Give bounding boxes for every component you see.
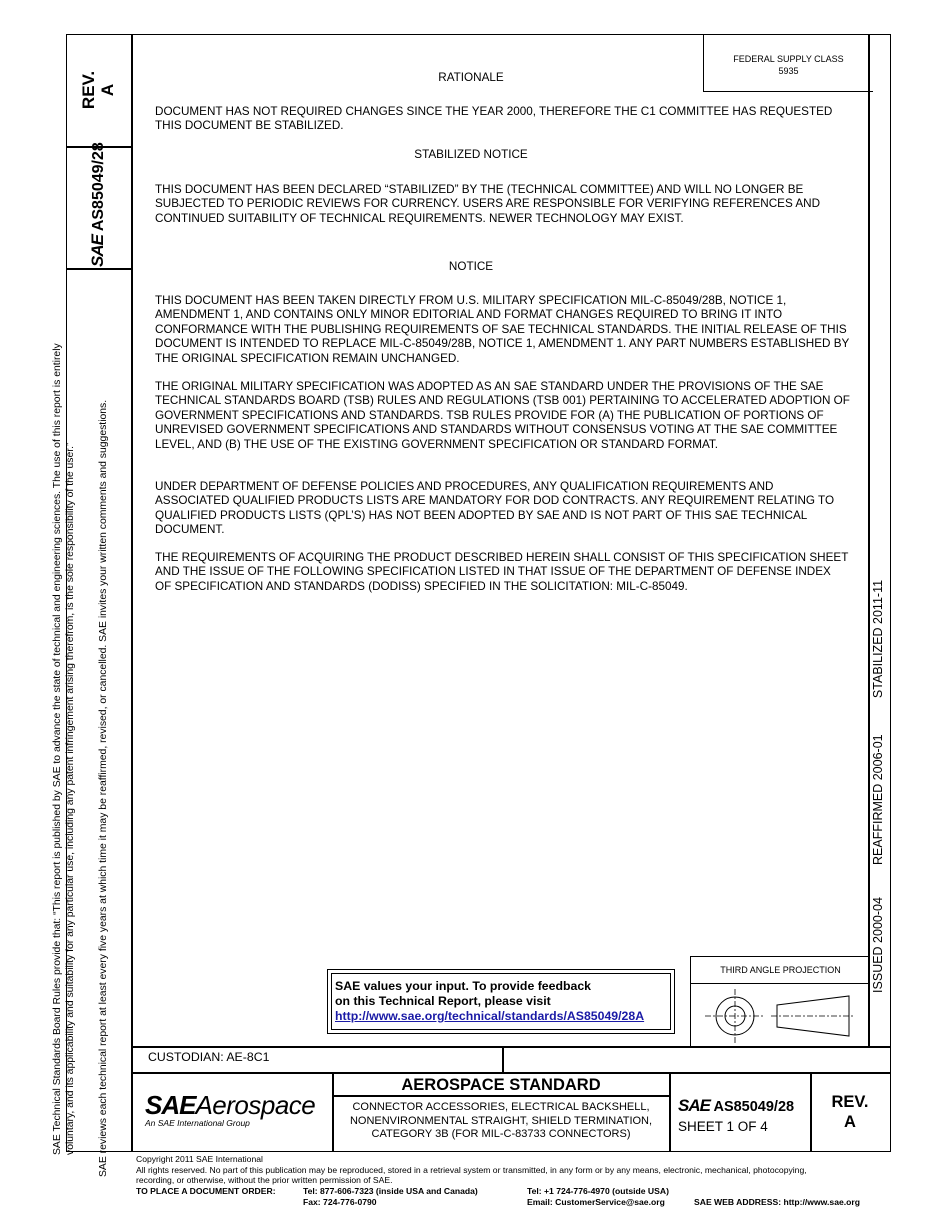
feedback-line-1: SAE values your input. To provide feedback xyxy=(335,979,592,993)
email[interactable]: Email: CustomerService@sae.org xyxy=(527,1197,665,1207)
projection-box xyxy=(690,956,870,1047)
rights-line-1: All rights reserved. No part of this publication may be reproduced, stored in a retrieval system or transmitted, in any form or by any means, electronic, mechanical, photocopying, xyxy=(136,1164,807,1175)
doc-number-vertical: SAE AS85049/28 xyxy=(88,142,107,267)
tel-intl: Tel: +1 724-776-4970 (outside USA) xyxy=(527,1186,669,1196)
notice-title: NOTICE xyxy=(448,260,494,273)
third-angle-projection-icon xyxy=(691,985,869,1047)
stabilized-notice-text: THIS DOCUMENT HAS BEEN DECLARED “STABILIZED” BY THE (TECHNICAL COMMITTEE) AND WILL NO LONGER BE SUBJECTED TO PERIODIC REVIEWS FOR CURRENCY. USERS ARE RESPONSIBLE FOR VERIFYING REFERENCES AND CONTINUED SUITABILITY OF TECHNICAL REQUIREMENTS. NEWER TECHNOLOGY MAY EXIST. xyxy=(155,183,821,225)
tel-usa: Tel: 877-606-7323 (inside USA and Canada) xyxy=(303,1186,478,1196)
side-text-line3: SAE reviews each technical report at least every five years at which time it may be reaffirmed, revised, or cancelled. SAE invites your written comments and suggestions. xyxy=(98,399,109,1177)
order-label: TO PLACE A DOCUMENT ORDER: xyxy=(136,1186,276,1196)
rights-line-2: recording, or otherwise, without the prior written permission of SAE. xyxy=(136,1175,393,1185)
federal-supply-box: FEDERAL SUPPLY CLASS 5935 xyxy=(703,34,873,92)
issued-date: ISSUED 2000-04 xyxy=(871,897,885,993)
title-rev: REV. A xyxy=(831,1093,869,1131)
reaffirmed-date: REAFFIRMED 2006-01 xyxy=(871,734,885,865)
sae-aerospace-logo: SAEAerospace An SAE International Group xyxy=(145,1090,316,1128)
stabilized-date: STABILIZED 2011-11 xyxy=(871,579,885,699)
footer xyxy=(136,1154,896,1186)
rev-value-vertical: A xyxy=(98,83,117,97)
sheet-number: SHEET 1 OF 4 xyxy=(678,1119,768,1134)
standard-description: CONNECTOR ACCESSORIES, ELECTRICAL BACKSHELL, NONENVIRONMENTAL STRAIGHT, SHIELD TERMINATION, CATEGORY 3B (FOR MIL-C-83733 CONNECTORS) xyxy=(349,1101,653,1140)
notice-paragraph-3: UNDER DEPARTMENT OF DEFENSE POLICIES AND PROCEDURES, ANY QUALIFICATION REQUIREMENTS AND ASSOCIATED QUALIFIED PRODUCTS LISTS ARE MANDATORY FOR DOD CONTRACTS. ANY REQUIREMENT RELATING TO QUALIFIED PRODUCTS LISTS (QPL’S) HAS NOT BEEN ADOPTED BY SAE AND IS NOT PART OF THIS SAE TECHNICAL DOCUMENT. xyxy=(155,480,835,537)
notice-paragraph-2: THE ORIGINAL MILITARY SPECIFICATION WAS ADOPTED AS AN SAE STANDARD UNDER THE PROVISIONS OF THE SAE TECHNICAL STANDARDS BOARD (TSB) RULES AND REGULATIONS (TSB 001) PERTAINING TO ACCELERATED ADOPTION OF GOVERNMENT SPECIFICATIONS AND STANDARDS. TSB RULES PROVIDE FOR (A) THE PUBLICATION OF PORTIONS OF UNREVISED GOVERNMENT SPECIFICATIONS AND STANDARDS WITHOUT CONSENSUS VOTING AT THE SAE COMMITTEE LEVEL, AND (B) THE USE OF THE EXISTING GOVERNMENT SPECIFICATION OR STANDARD FORMAT. xyxy=(155,380,850,451)
web-address[interactable]: SAE WEB ADDRESS: http://www.sae.org xyxy=(694,1197,860,1207)
projection-label: THIRD ANGLE PROJECTION xyxy=(691,957,870,984)
side-text-line1: SAE Technical Standards Board Rules provide that: “This report is published by SAE to advance the state of technical and engineering sciences. The use of this report is entirely xyxy=(52,343,63,1155)
feedback-link[interactable]: http://www.sae.org/technical/standards/AS85049/28A xyxy=(335,1009,645,1023)
side-text-line2: voluntary, and its applicability and suitability for any particular use, including any patent infringement arising therefrom, is the sole responsibility of the user.” xyxy=(65,442,76,1155)
rationale-title: RATIONALE xyxy=(438,71,504,84)
rationale-text: DOCUMENT HAS NOT REQUIRED CHANGES SINCE THE YEAR 2000, THEREFORE THE C1 COMMITTEE HAS REQUESTED THIS DOCUMENT BE STABILIZED. xyxy=(155,105,833,133)
copyright: Copyright 2011 SAE International xyxy=(136,1154,263,1164)
notice-paragraph-4: THE REQUIREMENTS OF ACQUIRING THE PRODUCT DESCRIBED HEREIN SHALL CONSIST OF THIS SPECIFICATION SHEET AND THE ISSUE OF THE FOLLOWING SPECIFICATION LISTED IN THAT ISSUE OF THE DEPARTMENT OF DEFENSE INDEX OF SPECIFICATION AND STANDARDS (DODISS) SPECIFIED IN THE SOLICITATION: MIL-C-85049. xyxy=(155,551,849,593)
sae-logo-vertical: SAE xyxy=(88,235,107,267)
rev-label-vertical: REV. xyxy=(79,70,98,110)
notice-paragraph-1: THIS DOCUMENT HAS BEEN TAKEN DIRECTLY FROM U.S. MILITARY SPECIFICATION MIL-C-85049/28B, NOTICE 1, AMENDMENT 1, AND CONTAINS ONLY MINOR EDITORIAL AND FORMAT CHANGES REQUIRED TO BRING IT INTO CONFORMANCE WITH THE PUBLISHING REQUIREMENTS OF SAE TECHNICAL STANDARDS. THE INITIAL RELEASE OF THIS DOCUMENT IS INTENDED TO REPLACE MIL-C-85049/28B, NOTICE 1, AMENDMENT 1. ANY PART NUMBERS ESTABLISHED BY THE ORIGINAL SPECIFICATION REMAIN UNCHANGED. xyxy=(155,294,850,365)
feedback-line-2: on this Technical Report, please visit xyxy=(335,994,551,1008)
title-doc-number: SAE AS85049/28 xyxy=(678,1096,795,1115)
custodian: CUSTODIAN: AE-8C1 xyxy=(148,1050,270,1064)
fax: Fax: 724-776-0790 xyxy=(303,1197,377,1207)
standard-title: AEROSPACE STANDARD xyxy=(401,1076,601,1094)
feedback-box xyxy=(327,969,675,1034)
stabilized-notice-title: STABILIZED NOTICE xyxy=(414,148,528,161)
